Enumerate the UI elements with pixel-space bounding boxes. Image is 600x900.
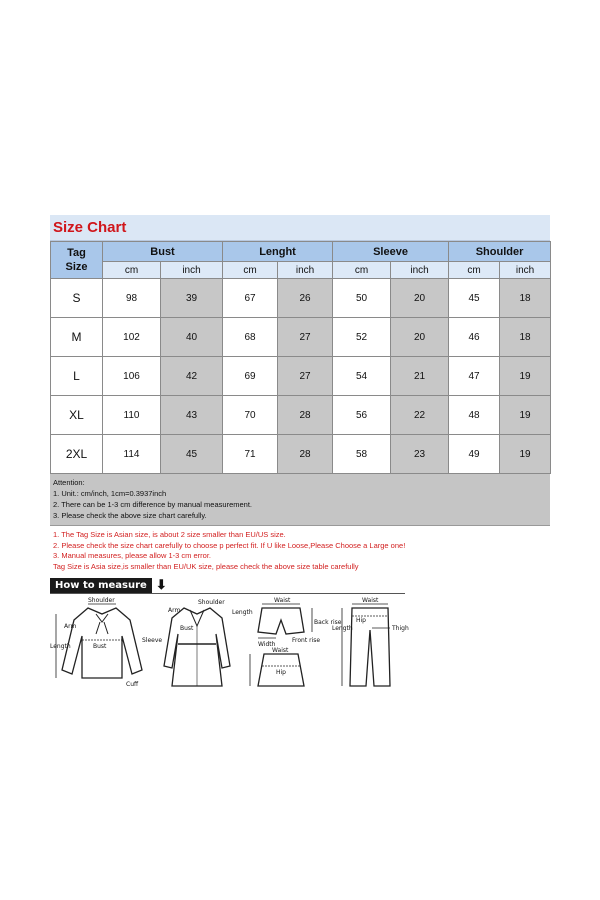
inch-cell: 27: [278, 357, 333, 396]
sleeve-header: Sleeve: [333, 242, 449, 262]
attention-line: 3. Please check the above size chart carefully.: [53, 511, 207, 520]
how-to-measure-title: How to measure: [50, 578, 152, 593]
cm-cell: 49: [449, 435, 500, 474]
measure-figures: [50, 597, 550, 690]
cm-cell: 67: [223, 279, 278, 318]
note-line: 2. Please check the size chart carefully to choose p perfect fit. If U like Loose,Please Choose a Large one!: [53, 540, 406, 550]
unit-inch: inch: [391, 262, 449, 279]
cm-cell: 68: [223, 318, 278, 357]
shoulder-label: Shoulder: [88, 597, 115, 604]
tag-label: Tag: [67, 247, 86, 259]
cm-cell: 106: [103, 357, 161, 396]
cm-cell: 70: [223, 396, 278, 435]
hip-label: Hip: [276, 669, 286, 676]
thigh-label: Thigh: [392, 625, 409, 632]
size-cell: 2XL: [51, 435, 103, 474]
inch-cell: 43: [161, 396, 223, 435]
cm-cell: 114: [103, 435, 161, 474]
inch-cell: 19: [500, 396, 551, 435]
cm-cell: 52: [333, 318, 391, 357]
how-to-measure-bar: [50, 577, 405, 594]
attention-line: 1. Unit.: cm/inch, 1cm=0.3937inch: [53, 489, 167, 498]
shoulder-label: Shoulder: [198, 599, 225, 606]
sleeve-label: Sleeve: [142, 637, 163, 644]
cm-cell: 98: [103, 279, 161, 318]
cm-cell: 69: [223, 357, 278, 396]
cm-cell: 102: [103, 318, 161, 357]
inch-cell: 21: [391, 357, 449, 396]
cm-cell: 46: [449, 318, 500, 357]
blouse-diagram-icon: [50, 597, 163, 690]
unit-cm: cm: [103, 262, 161, 279]
note-line: Tag Size is Asia size,is smaller than EU/UK size, please check the above size table carefully: [53, 561, 359, 571]
waist-label: Waist: [272, 647, 289, 654]
inch-cell: 20: [391, 318, 449, 357]
cm-cell: 47: [449, 357, 500, 396]
inch-cell: 45: [161, 435, 223, 474]
table-row: [51, 318, 551, 357]
cm-cell: 48: [449, 396, 500, 435]
unit-inch: inch: [500, 262, 551, 279]
tag-size-header: [51, 242, 103, 279]
waist-label: Waist: [274, 597, 291, 604]
attention-heading: Attention:: [53, 478, 85, 487]
cm-cell: 50: [333, 279, 391, 318]
table-row: [51, 396, 551, 435]
length-label: Length: [232, 609, 253, 616]
arm-label: Arm: [168, 607, 181, 614]
inch-cell: 20: [391, 279, 449, 318]
cm-cell: 45: [449, 279, 500, 318]
cm-cell: 58: [333, 435, 391, 474]
size-cell: XL: [51, 396, 103, 435]
inch-cell: 28: [278, 396, 333, 435]
width-label: Width: [258, 641, 276, 648]
arm-label: Arm: [64, 623, 77, 630]
unit-row: [51, 262, 551, 279]
table-row: [51, 279, 551, 318]
bust-label: Bust: [93, 643, 107, 650]
waist-label: Waist: [362, 597, 379, 604]
unit-inch: inch: [161, 262, 223, 279]
inch-cell: 42: [161, 357, 223, 396]
inch-cell: 26: [278, 279, 333, 318]
cm-cell: 110: [103, 396, 161, 435]
trousers-diagram-icon: [332, 597, 412, 690]
inch-cell: 39: [161, 279, 223, 318]
unit-inch: inch: [278, 262, 333, 279]
cm-cell: 56: [333, 396, 391, 435]
bust-header: Bust: [103, 242, 223, 262]
inch-cell: 19: [500, 357, 551, 396]
chart-title: Size Chart: [53, 219, 127, 236]
table-row: [51, 435, 551, 474]
cm-cell: 54: [333, 357, 391, 396]
attention-box: [50, 474, 550, 526]
arrow-down-icon: ⬇: [155, 577, 167, 592]
inch-cell: 18: [500, 279, 551, 318]
note-line: 3. Manual measures, please allow 1-3 cm error.: [53, 551, 211, 560]
front-rise-label: Front rise: [292, 637, 321, 644]
back-rise-label: Back rise: [314, 619, 342, 626]
size-cell: L: [51, 357, 103, 396]
cuff-label: Cuff: [126, 681, 139, 688]
bust-label: Bust: [180, 625, 194, 632]
inch-cell: 22: [391, 396, 449, 435]
inch-cell: 18: [500, 318, 551, 357]
inch-cell: 28: [278, 435, 333, 474]
inch-cell: 27: [278, 318, 333, 357]
hip-label: Hip: [356, 617, 366, 624]
header-row: [51, 242, 551, 262]
unit-cm: cm: [449, 262, 500, 279]
title-bar: [50, 215, 550, 241]
size-label: Size: [65, 261, 88, 273]
table-row: [51, 357, 551, 396]
size-cell: M: [51, 318, 103, 357]
shorts-skirt-diagram-icon: [232, 597, 342, 690]
attention-line: 2. There can be 1-3 cm difference by manual measurement.: [53, 500, 252, 509]
size-rows: [51, 279, 551, 474]
length-label: Length: [50, 643, 71, 650]
size-table: [50, 241, 551, 474]
length-header: Lenght: [223, 242, 333, 262]
notes: [50, 526, 550, 572]
length-label: Length: [332, 625, 353, 632]
unit-cm: cm: [333, 262, 391, 279]
inch-cell: 19: [500, 435, 551, 474]
size-chart: [50, 215, 550, 690]
note-line: 1. The Tag Size is Asian size, is about 2 size smaller than EU/US size.: [53, 530, 286, 539]
unit-cm: cm: [223, 262, 278, 279]
coat-diagram-icon: [160, 600, 235, 690]
cm-cell: 71: [223, 435, 278, 474]
shoulder-header: Shoulder: [449, 242, 551, 262]
inch-cell: 40: [161, 318, 223, 357]
size-cell: S: [51, 279, 103, 318]
inch-cell: 23: [391, 435, 449, 474]
